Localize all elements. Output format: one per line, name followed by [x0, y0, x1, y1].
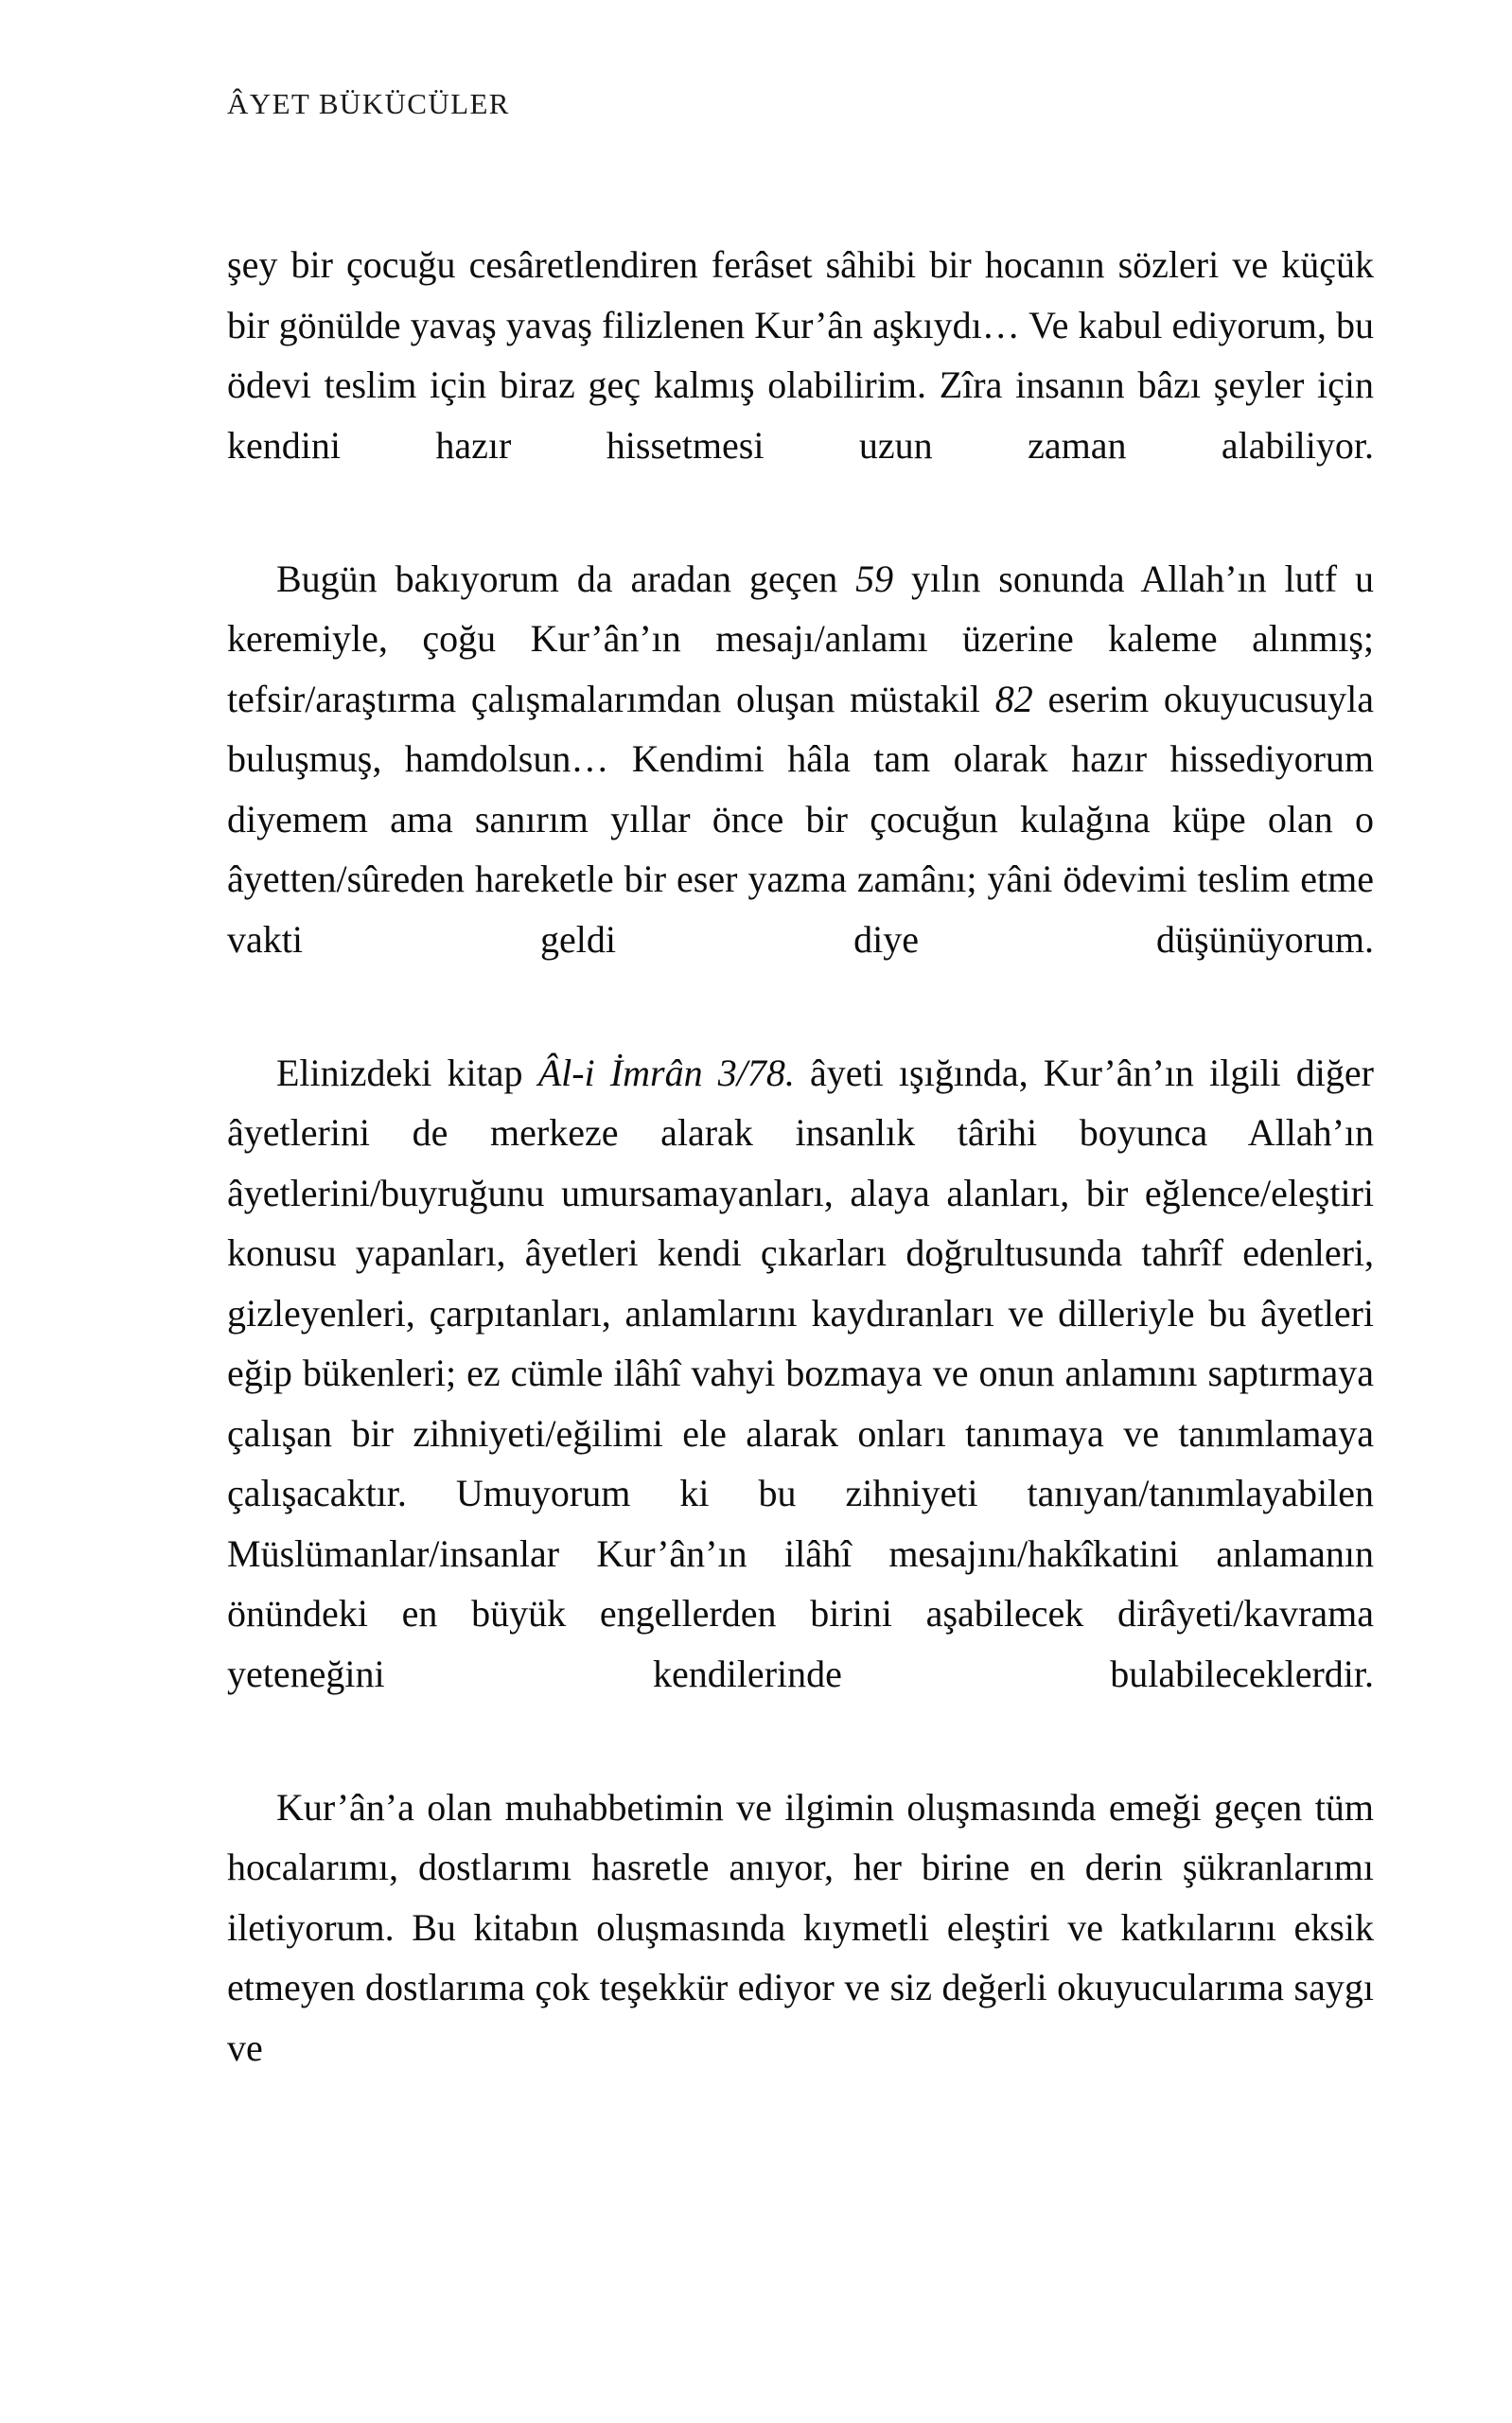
emphasis-text: 82 — [994, 677, 1033, 720]
body-text: Elinizdeki kitap — [276, 1051, 538, 1094]
paragraph-gap — [227, 536, 1374, 549]
body-text: Bugün bakıyorum da aradan geçen — [276, 557, 856, 600]
running-head: ÂYET BÜKÜCÜLER — [227, 87, 510, 120]
paragraph — [227, 549, 1374, 1030]
body-text: yılın sonunda Allah’ın lutf u keremiyle, çoğu Kur’ân’ın mesajı/anlamı üzerine kaleme alınmış; tefsir/araştırma çalışmalarımdan oluşan müstakil — [227, 557, 1374, 720]
body-text-block — [227, 235, 1374, 2138]
body-text: âyeti ışığında, Kur’ân’ın ilgili diğer âyetlerini de merkeze alarak insanlık târihi boyunca Allah’ın âyetlerini/buyruğunu umursamayanları, alaya alanları, bir eğlence/eleştiri konusu yapanları, âyetleri kendi çıkarları doğrultusunda tahrîf edenleri, gizleyenleri, çarpıtanları, anlamlarını kaydıranları ve dilleriyle bu âyetleri eğip bükenleri; ez cümle ilâhî vahyi bozmaya ve onun anlamını saptırmaya çalışan bir zihniyeti/eğilimi ele alarak onları tanımaya ve tanımlamaya çalışacaktır. Umuyorum ki bu zihniyeti tanıyan/tanımlayabilen Müslümanlar/insanlar Kur’ân’ın ilâhî mesajını/hakîkatini anlamanın önündeki en büyük engellerden birini aşabilecek dirâyeti/kavrama yeteneğini kendilerinde bulabileceklerdir. — [227, 1051, 1374, 1695]
paragraph — [227, 235, 1374, 536]
paragraph-gap — [227, 1764, 1374, 1777]
emphasis-text: 59 — [855, 557, 894, 600]
emphasis-text: Âl-i İmrân 3/78. — [537, 1051, 795, 1094]
paragraph-gap — [227, 1030, 1374, 1043]
body-text: şey bir çocuğu cesâretlendiren ferâset sâhibi bir hocanın sözleri ve küçük bir gönülde yavaş yavaş filizlenen Kur’ân aşkıydı… Ve kabul ediyorum, bu ödevi teslim için biraz geç kalmış olabilirim. Zîra insanın bâzı şeyler için kendini hazır hissetmesi uzun zaman alabiliyor. — [227, 243, 1374, 467]
body-text: Kur’ân’a olan muhabbetimin ve ilgimin oluşmasında emeği geçen tüm hocalarımı, dostlarımı hasretle anıyor, her birine en derin şükranlarımı iletiyorum. Bu kitabın oluşmasında kıymetli eleştiri ve katkılarını eksik etmeyen dostlarıma çok teşekkür ediyor ve siz değerli okuyucularıma saygı ve — [227, 1785, 1374, 2069]
paragraph — [227, 1777, 1374, 2138]
paragraph — [227, 1043, 1374, 1764]
body-text: eserim okuyucusuyla buluşmuş, hamdolsun… Kendimi hâla tam olarak hazır hissediyorum diyemem ama sanırım yıllar önce bir çocuğun kulağına küpe olan o âyetten/sûreden hareketle bir eser yazma zamânı; yâni ödevimi teslim etme vakti geldi diye düşünüyorum. — [227, 677, 1375, 961]
